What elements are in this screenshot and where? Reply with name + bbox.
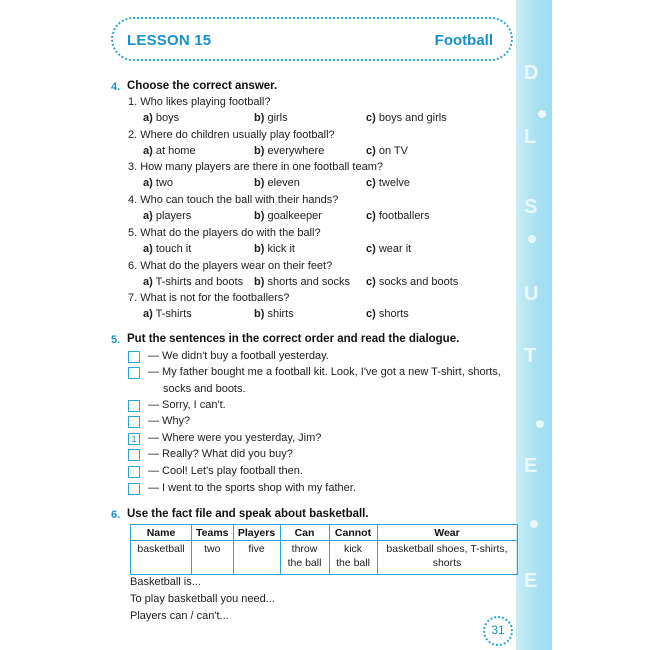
answer-option-c[interactable] [366,243,411,255]
cell-line: basketball [137,543,185,555]
answer-option-a[interactable] [143,276,243,288]
cell-line: shorts [432,557,462,569]
header-players: Players [233,525,280,541]
option-text: kick it [267,242,295,255]
option-letter: a) [143,112,153,124]
answer-option-c[interactable] [366,145,408,157]
cell-line: five [248,543,265,555]
question-text: 6. What do the players wear on their feet? [128,259,333,272]
strip-dot [530,520,538,528]
answer-option-c[interactable] [366,177,410,189]
strip-letter: S [524,196,538,218]
strip-dot [528,235,536,243]
option-letter: b) [254,308,265,321]
exercise-6-number: 6. [111,509,121,521]
lesson-title: LESSON 15 [127,32,212,49]
option-letter: b) [254,177,265,190]
option-text: at home [155,144,196,157]
dialogue-line: — Cool! Let's play football then. [148,465,303,477]
cell-line: the ball [287,557,322,569]
option-text: touch it [155,242,192,255]
answer-option-a[interactable] [143,177,173,189]
speaking-prompt: To play basketball you need... [130,593,275,605]
exercise-5-title: Put the sentences in the correct order and read the dialogue. [127,333,460,345]
cell-can [280,541,329,575]
option-letter: c) [366,144,376,157]
question-text: 4. Who can touch the ball with their hands? [128,194,339,207]
option-letter: c) [366,177,376,190]
strip-letter: T [524,345,537,367]
cell-line: two [204,543,221,555]
dialogue-line: — Really? What did you buy? [148,448,293,460]
fact-table-row [131,541,518,575]
exercise-6-title: Use the fact file and speak about basketball. [127,508,369,520]
lesson-header [111,17,513,61]
option-letter: b) [254,210,265,223]
option-letter: c) [366,210,376,223]
decorative-side-strip [516,0,552,650]
cell-players [233,541,280,575]
option-text: players [155,210,192,223]
option-text: shorts [378,308,409,321]
answer-option-b[interactable] [254,308,294,320]
dialogue-line: — Sorry, I can't. [148,399,226,411]
speaking-prompt: Basketball is... [130,576,201,588]
question-text: 1. Who likes playing football? [128,96,271,108]
option-letter: b) [254,144,265,157]
order-number-box[interactable] [128,466,140,478]
page-number: 31 [483,616,513,646]
option-letter: a) [143,242,153,255]
answer-option-c[interactable] [366,112,447,124]
answer-option-b[interactable] [254,145,324,157]
exercise-4-title: Choose the correct answer. [127,80,278,92]
dialogue-line: — Where were you yesterday, Jim? [148,432,322,444]
exercise-4-number: 4. [111,81,121,93]
option-text: wear it [378,242,412,255]
option-text: socks and boots [378,275,459,288]
order-number-box[interactable] [128,351,140,363]
strip-letter: U [524,283,539,305]
cell-line: the ball [336,557,370,569]
option-text: goalkeeper [267,210,322,223]
option-text: shirts [267,308,294,321]
answer-option-a[interactable] [143,112,179,124]
question-text: 3. How many players are there in one football team? [128,161,383,174]
strip-letter: E [524,455,538,477]
strip-letter: D [524,62,539,84]
option-text: girls [267,112,288,124]
option-text: boys [155,112,180,124]
order-number-box[interactable] [128,416,140,428]
order-number-box[interactable] [128,400,140,412]
answer-option-b[interactable] [254,276,350,288]
dialogue-line: — We didn't buy a football yesterday. [148,350,329,362]
option-text: T-shirts [155,308,192,321]
order-number-box[interactable]: 1 [128,433,140,445]
option-text: everywhere [267,144,325,157]
option-letter: c) [366,275,376,288]
answer-option-a[interactable] [143,210,191,222]
header-cannot: Cannot [329,525,377,541]
question-text: 5. What do the players do with the ball? [128,226,321,239]
answer-option-c[interactable] [366,276,458,288]
answer-option-b[interactable] [254,243,295,255]
strip-dot [536,420,544,428]
strip-dot [538,110,546,118]
fact-table-header-row [131,525,518,541]
option-letter: a) [143,210,153,223]
answer-option-a[interactable] [143,243,191,255]
option-letter: c) [366,242,376,255]
strip-letter: L [524,126,537,148]
option-letter: a) [143,308,153,321]
question-text: 2. Where do children usually play football? [128,128,335,141]
option-text: boys and girls [378,112,447,124]
answer-option-b[interactable] [254,112,288,124]
option-letter: a) [143,144,153,157]
exercise-5-number: 5. [111,334,121,346]
cell-line: kick [343,543,363,555]
option-text: shorts and socks [267,275,350,288]
order-number-box[interactable] [128,483,140,495]
option-text: twelve [378,177,411,190]
header-can: Can [280,525,329,541]
dialogue-line: — I went to the sports shop with my father. [148,482,356,494]
answer-option-a[interactable] [143,145,196,157]
answer-option-b[interactable] [254,210,322,222]
option-text: T-shirts and boots [155,275,244,288]
option-letter: a) [143,275,153,288]
option-letter: a) [143,177,153,190]
option-letter: c) [366,308,376,321]
header-name: Name [131,525,192,541]
header-teams: Teams [192,525,234,541]
dialogue-line: — Why? [148,415,191,427]
cell-wear [377,541,517,575]
option-letter: b) [254,275,265,288]
lesson-topic: Football [434,32,493,49]
question-text: 7. What is not for the footballers? [128,292,290,305]
cell-teams [192,541,234,575]
option-letter: b) [254,112,265,124]
option-letter: b) [254,242,265,255]
strip-letter: E [524,570,538,592]
order-number-box[interactable] [128,367,140,379]
dialogue-line: — My father bought me a football kit. Look, I've got a new T-shirt, shorts, [148,366,501,378]
basketball-fact-table [130,524,518,575]
option-letter: c) [366,112,376,124]
dialogue-line-continued: socks and boots. [163,383,246,395]
cell-cannot [329,541,377,575]
option-text: eleven [267,177,300,190]
speaking-prompt: Players can / can't... [130,610,229,622]
answer-option-b[interactable] [254,177,300,189]
answer-option-a[interactable] [143,308,192,320]
cell-line: basketball shoes, T-shirts, [386,543,508,555]
order-number-box[interactable] [128,449,140,461]
option-text: footballers [378,210,430,223]
cell-line: throw [291,543,318,555]
header-wear: Wear [377,525,517,541]
answer-option-c[interactable] [366,210,430,222]
option-text: on TV [378,144,408,157]
cell-name [131,541,192,575]
option-text: two [155,177,173,190]
answer-option-c[interactable] [366,308,409,320]
